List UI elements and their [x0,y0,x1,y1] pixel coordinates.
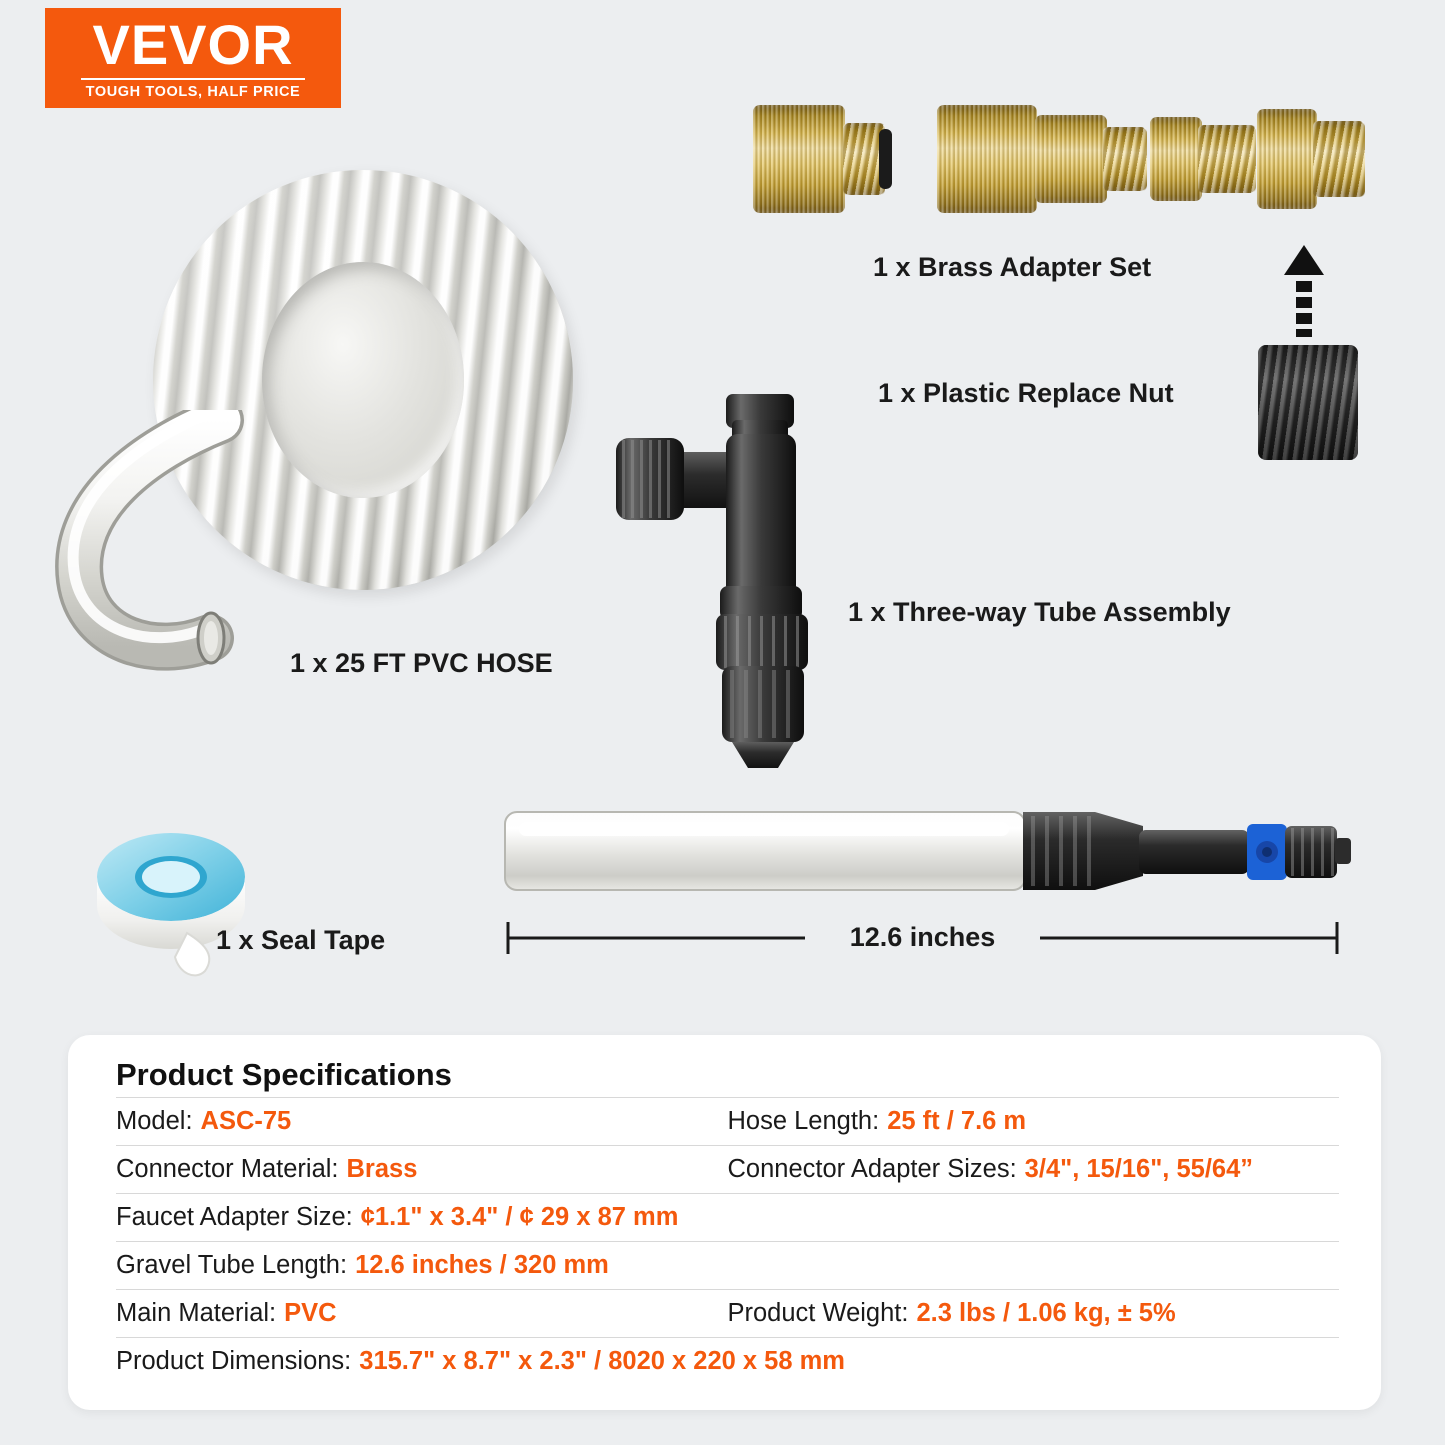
plastic-replace-nut-label: 1 x Plastic Replace Nut [878,378,1174,408]
spec-value: Brass [346,1155,418,1183]
brass-knurl [937,105,1037,213]
spec-key: Main Material: [116,1299,277,1327]
seal-tape-label: 1 x Seal Tape [216,925,386,955]
brand-logo [45,8,341,108]
spec-key: Model: [116,1107,193,1135]
pvc-hose-image [48,160,608,720]
spec-row [116,1097,1339,1145]
brass-thread [1313,121,1365,197]
spec-value: PVC [284,1299,337,1327]
brass-adapter-3-thread [1198,125,1256,193]
brass-knurl [753,105,845,213]
three-way-tube-label: 1 x Three-way Tube Assembly [848,597,1231,627]
spec-cell-product-dimensions [116,1347,1339,1376]
three-way-tube-image [600,390,900,780]
pvc-hose-label: 1 x 25 FT PVC HOSE [290,648,553,678]
spec-cell-hose-length [728,1107,1340,1136]
spec-value: 25 ft / 7.6 m [887,1107,1027,1135]
brass-adapter-2-body [1035,115,1107,203]
hose-tail-svg [50,410,265,690]
product-specifications-card [68,1035,1381,1410]
brass-adapter-2 [937,105,1037,213]
brand-tagline: TOUGH TOOLS, HALF PRICE [85,83,301,100]
dimension-label: 12.6 inches [849,922,996,952]
spec-cell-connector-material [116,1155,728,1184]
brass-knurl [1035,115,1107,203]
spec-value: ASC-75 [200,1107,292,1135]
spec-row [116,1145,1339,1193]
up-arrow-icon [1283,245,1325,337]
hose-tail [50,410,265,690]
brand-divider [81,78,305,80]
spec-key: Gravel Tube Length: [116,1251,348,1279]
nut-body [1258,345,1358,460]
gravel-tube-dimension [505,920,1340,960]
spec-key: Faucet Adapter Size: [116,1203,353,1231]
spec-key: Product Dimensions: [116,1347,352,1375]
brass-adapter-1 [753,105,845,213]
brass-o-ring [879,129,892,189]
spec-row [116,1193,1339,1241]
gravel-tube-svg [495,790,1355,910]
brass-adapter-2-thread [1103,127,1147,191]
spec-value: ¢1.1" x 3.4" / ¢ 29 x 87 mm [360,1203,679,1231]
brass-thread [1198,125,1256,193]
spec-cell-adapter-sizes [728,1155,1340,1184]
brass-adapter-set-label: 1 x Brass Adapter Set [873,252,1152,282]
spec-row [116,1241,1339,1289]
spec-card-title: Product Specifications [116,1057,452,1092]
brass-adapter-3 [1150,117,1202,201]
spec-key: Product Weight: [727,1299,909,1327]
spec-value: 315.7" x 8.7" x 2.3" / 8020 x 220 x 58 mm [359,1347,845,1375]
brass-adapter-set-image [745,105,1345,235]
gravel-tube-image [495,790,1355,910]
spec-cell-main-material [116,1299,728,1328]
spec-row [116,1289,1339,1337]
nut-thread [1258,345,1358,460]
spec-value: 2.3 lbs / 1.06 kg, ± 5% [916,1299,1176,1327]
spec-value: 12.6 inches / 320 mm [355,1251,609,1279]
brass-knurl [1257,109,1317,209]
spec-row [116,1337,1339,1385]
brass-adapter-4 [1257,109,1317,209]
hose-coil-center [262,262,464,497]
spec-cell-gravel-tube-length [116,1251,1339,1280]
spec-key: Connector Adapter Sizes: [727,1155,1017,1183]
spec-key: Connector Material: [116,1155,339,1183]
spec-cell-model [116,1107,728,1136]
three-way-tube-svg [600,390,900,780]
brass-thread [1103,127,1147,191]
brass-knurl [1150,117,1202,201]
plastic-replace-nut-image [1258,345,1358,460]
brass-adapter-4-thread [1313,121,1365,197]
spec-cell-faucet-adapter-size [116,1203,1339,1232]
spec-value: 3/4", 15/16", 55/64” [1024,1155,1254,1183]
brand-name: VEVOR [92,12,294,76]
spec-cell-product-weight [728,1299,1340,1328]
spec-key: Hose Length: [727,1107,880,1135]
